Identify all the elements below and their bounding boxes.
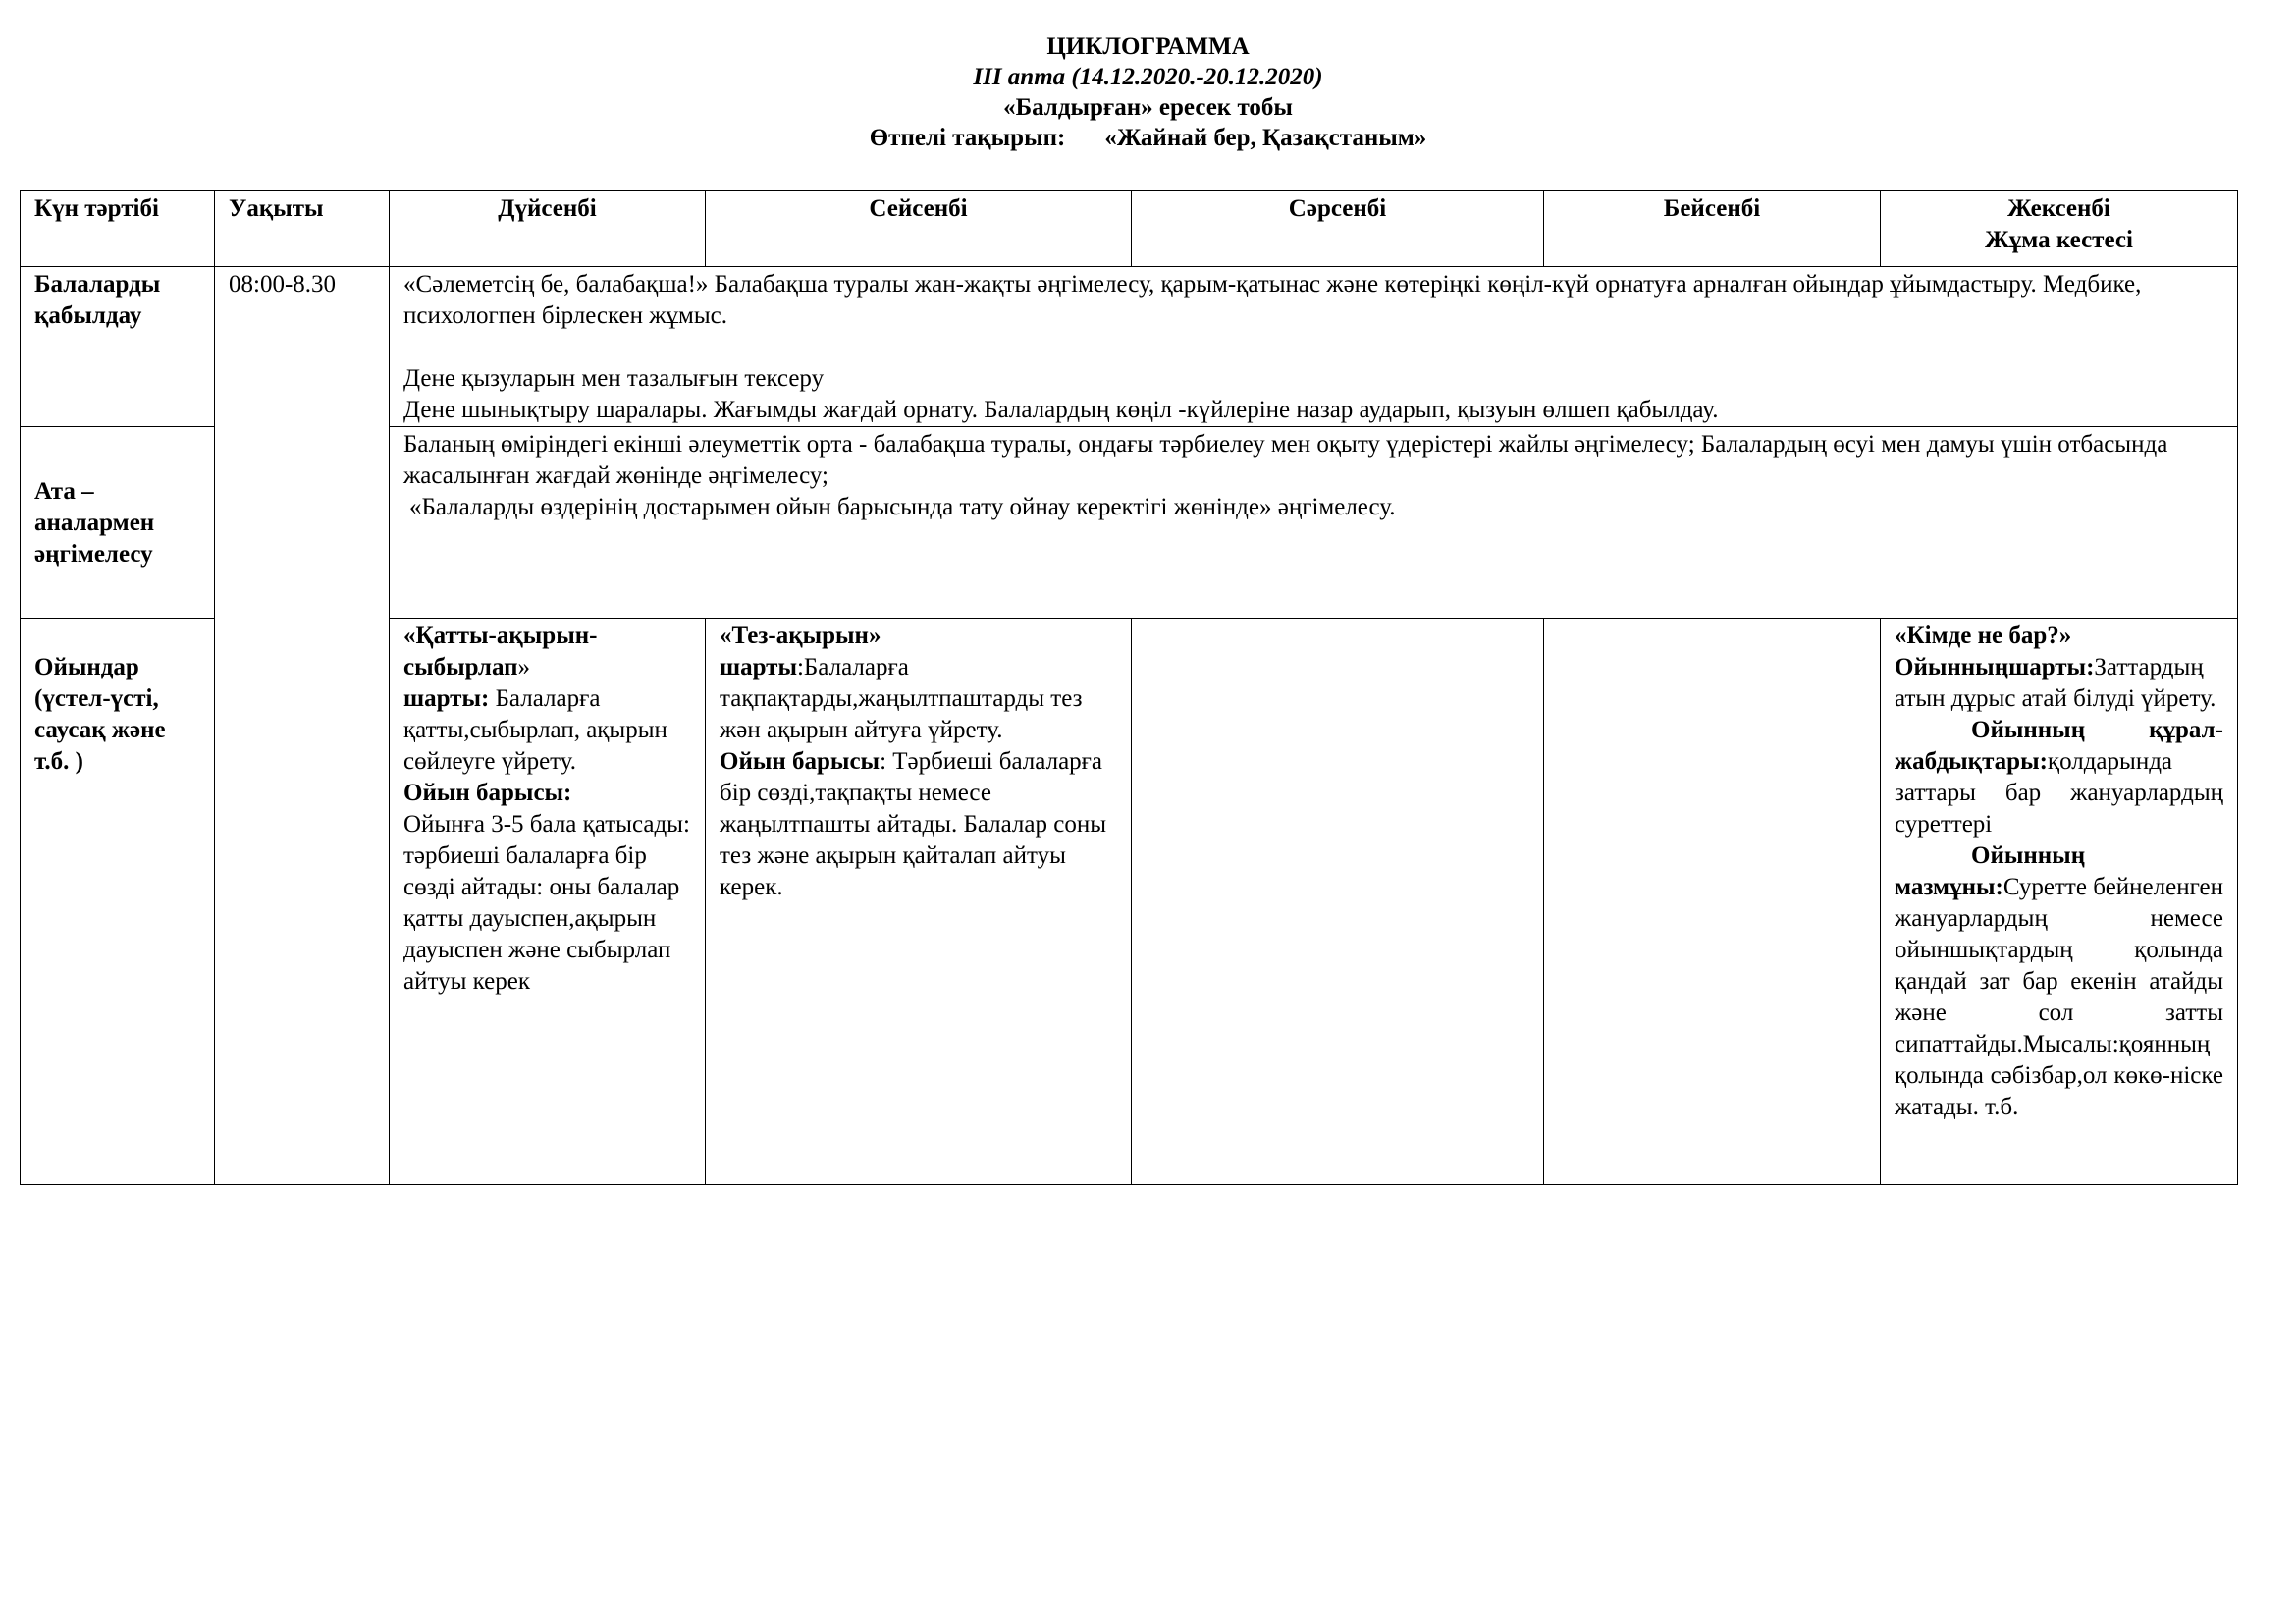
theme-label: Өтпелі тақырып: <box>869 125 1066 151</box>
row-label-games: Ойындар (үстел-үсті, саусақ және т.б. ) <box>21 619 215 1185</box>
game-tue-rule-text: :Балаларға тақпақтарды,жаңылтпаштарды тез жән ақырын айтуға үйрету. <box>720 654 1083 743</box>
game-fri-equip-label: Ойынның құрал-жабдықтары: <box>1895 717 2223 775</box>
theme-value: «Жайнай бер, Қазақстаным» <box>1104 125 1427 151</box>
row-label-parents: Ата – аналармен әңгімелесу <box>21 427 215 619</box>
reception-text-3: Дене шынықтыру шаралары. Жағымды жағдай орнату. Балалардың көңіл -күйлеріне назар аударып, қызуын өлшеп қабылдау. <box>403 397 1719 423</box>
transitional-theme <box>0 123 2296 153</box>
game-tue-course-text: : Тәрбиеші балаларға бір сөзді,тақпақты немесе жаңылтпашты айтады. Балалар соны тез және ақырын қайталап айтуы керек. <box>720 748 1107 900</box>
game-mon-title: «Қатты-ақырын-сыбырлап <box>403 623 598 680</box>
col-header-tuesday: Сейсенбі <box>706 191 1132 267</box>
col-header-time: Уақыты <box>215 191 390 267</box>
reception-content <box>390 267 2238 427</box>
table-header-row <box>21 191 2238 267</box>
games-monday <box>390 619 706 1185</box>
game-tue-rule-label: шарты <box>720 654 797 680</box>
document-header <box>0 31 2296 153</box>
game-tue-title: «Тез-ақырын» <box>720 623 881 649</box>
game-fri-content-label: Ойынның мазмұны: <box>1895 842 2086 900</box>
col-header-monday: Дүйсенбі <box>390 191 706 267</box>
parents-text-2: «Балаларды өздерінің достарымен ойын барысында тату ойнау керектігі жөнінде» әңгімелесу. <box>409 494 1396 520</box>
games-thursday <box>1544 619 1881 1185</box>
group-name: «Балдырған» ересек тобы <box>1003 94 1293 121</box>
game-mon-title-end: » <box>517 654 531 680</box>
game-fri-content-text: Суретте бейнеленген жануарлардың немесе ойыншықтардың қолында қандай зат бар екенін атайды және сол затты сипаттайды.Мысалы:қоянның қолында сәбізбар,ол көкө-ніске жатады. т.б. <box>1895 874 2223 1120</box>
game-fri-rule-label: Ойынныңшарты: <box>1895 654 2095 680</box>
col-header-wednesday: Сәрсенбі <box>1132 191 1544 267</box>
game-mon-course-text: Ойынға 3-5 бала қатысады: тәрбиеші балаларға бір сөзді айтады: оны балалар қатты дауыспен,ақырын дауыспен және сыбырлап айтуы керек <box>403 811 690 995</box>
parents-text-1: Баланың өміріндегі екінші әлеуметтік орта - балабақша туралы, ондағы тәрбиелеу мен оқыту үдерістері жайлы әңгімелесу; Балалардың өсуі мен дамуы үшін отбасында жасалынған жағдай жөнінде әңгімелесу; <box>403 431 2168 489</box>
table-row-reception <box>21 267 2238 427</box>
col-header-routine: Күн тәртібі <box>21 191 215 267</box>
row-time-reception: 08:00-8.30 <box>215 267 390 1185</box>
game-mon-course-label: Ойын барысы: <box>403 780 572 806</box>
week-range: III апта (14.12.2020.-20.12.2020) <box>973 64 1323 90</box>
col-header-friday-line2: Жұма кестесі <box>1985 227 2133 253</box>
game-fri-equip-text: қолдарында заттары бар жануарлардың суреттері <box>1895 748 2223 838</box>
games-wednesday <box>1132 619 1544 1185</box>
reception-text-1: «Сәлеметсің бе, балабақша!» Балабақша туралы жан-жақты әңгімелесу, қарым-қатынас және көтеріңкі көңіл-күй орнатуға арналған ойындар ұйымдастыру. Медбике, психологпен бірлескен жұмыс. <box>403 271 2142 329</box>
game-fri-title: «Кімде не бар?» <box>1895 623 2072 649</box>
game-fri-rule-text: Заттардың атын дұрыс атай білуді үйрету. <box>1895 654 2216 712</box>
reception-text-2: Дене қызуларын мен тазалығын тексеру <box>403 365 825 392</box>
document-title: ЦИКЛОГРАММА <box>1046 33 1250 60</box>
col-header-friday-line1: Жексенбі <box>2007 195 2110 222</box>
schedule-table <box>20 190 2238 1185</box>
games-friday <box>1881 619 2238 1185</box>
col-header-friday <box>1881 191 2238 267</box>
game-mon-rule-label: шарты: <box>403 685 490 712</box>
game-tue-course-label: Ойын барысы <box>720 748 881 775</box>
game-mon-rule-text: Балаларға қатты,сыбырлап, ақырын сөйлеуге үйрету. <box>403 685 667 775</box>
row-label-reception: Балаларды қабылдау <box>21 267 215 427</box>
parents-content <box>390 427 2238 619</box>
games-tuesday <box>706 619 1132 1185</box>
col-header-thursday: Бейсенбі <box>1544 191 1881 267</box>
